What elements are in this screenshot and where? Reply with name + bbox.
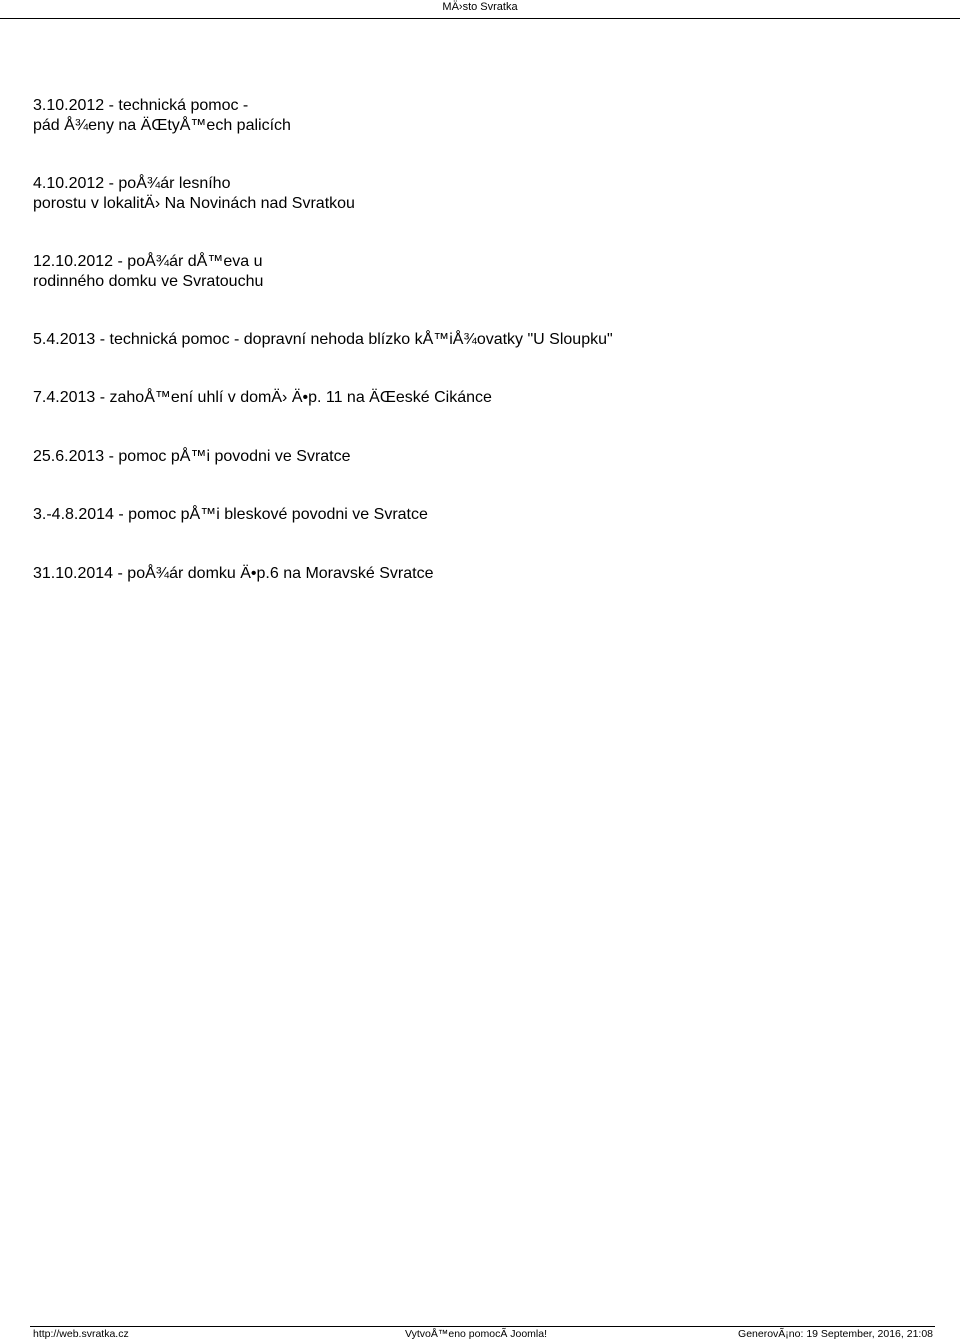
- entry-line: rodinného domku ve Svratouchu: [33, 272, 264, 290]
- entry-line: 12.10.2012 - poÅ¾ár dÅ™eva u: [33, 253, 263, 270]
- entry-line: 3.-4.8.2014 - pomoc pÅ™i bleskové povodni ve Svratce: [33, 506, 428, 523]
- entry-line: pád Å¾eny na ÄŒtyÅ™ech palicích: [33, 116, 291, 134]
- entry-line: porostu v lokalitÄ› Na Novinách nad Svratkou: [33, 194, 355, 212]
- entry-line: 4.10.2012 - poÅ¾ár lesního: [33, 175, 231, 192]
- page-footer: [30, 1326, 935, 1342]
- page-header: [0, 0, 960, 19]
- list-item: [33, 174, 355, 213]
- footer-generated-date: GenerovÃ¡no: 19 September, 2016, 21:08: [738, 1328, 933, 1340]
- entry-line: 25.6.2013 - pomoc pÅ™i povodni ve Svratce: [33, 448, 351, 465]
- entry-line: 5.4.2013 - technická pomoc - dopravní nehoda blízko kÅ™iÅ¾ovatky "U Sloupku": [33, 331, 613, 348]
- site-title: MÄ›sto Svratka: [442, 1, 518, 13]
- list-item: [33, 564, 434, 584]
- list-item: [33, 96, 291, 135]
- list-item: [33, 330, 613, 350]
- entry-line: 7.4.2013 - zahoÅ™ení uhlí v domÄ› Ä•p. 11 na ÄŒeské Cikánce: [33, 389, 492, 406]
- list-item: [33, 447, 351, 467]
- list-item: [33, 252, 263, 291]
- footer-url-link[interactable]: http://web.svratka.cz: [33, 1328, 129, 1340]
- entry-line: 3.10.2012 - technická pomoc -: [33, 97, 249, 114]
- entry-line: 31.10.2014 - poÅ¾ár domku Ä•p.6 na Moravské Svratce: [33, 565, 434, 582]
- list-item: [33, 388, 492, 408]
- footer-created-with: VytvoÅ™eno pomocÃ Joomla!: [405, 1328, 548, 1340]
- list-item: [33, 505, 428, 525]
